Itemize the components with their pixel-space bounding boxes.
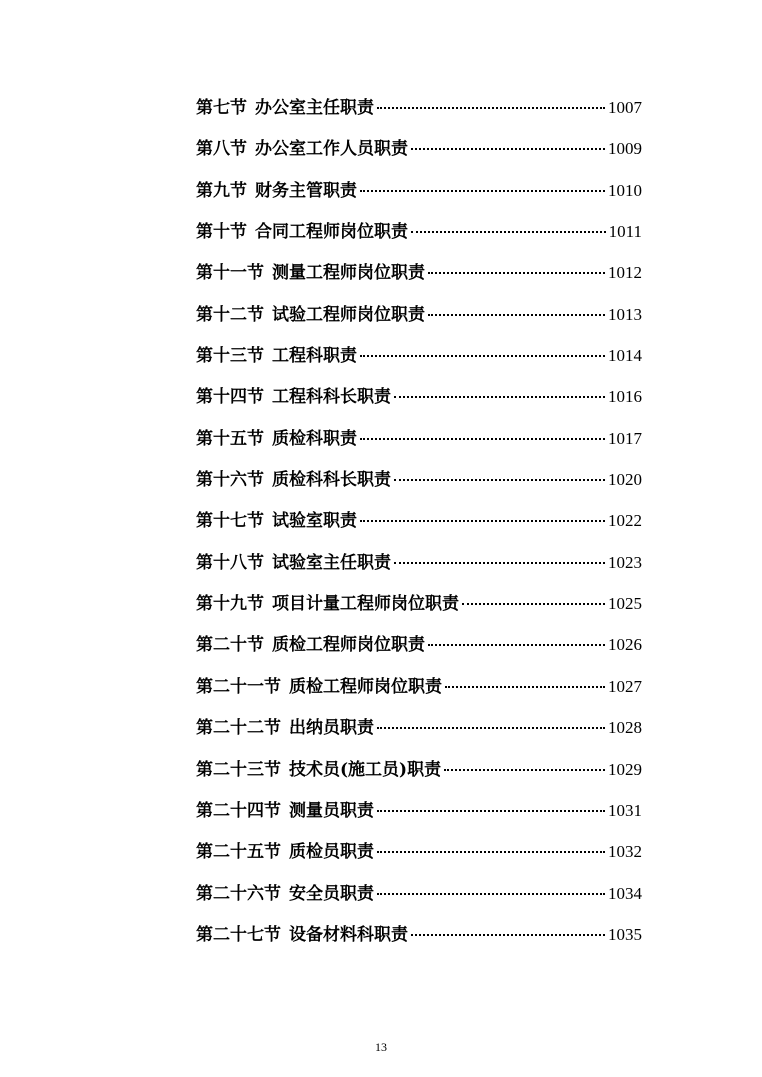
- toc-entry[interactable]: [196, 923, 642, 964]
- toc-page-number: 1022: [608, 511, 642, 531]
- toc-page-number: 1025: [608, 594, 642, 614]
- table-of-contents: [196, 96, 642, 964]
- toc-section-number: 第十三节: [196, 346, 264, 367]
- toc-section-number: 第二十六节: [196, 883, 281, 904]
- toc-entry[interactable]: [196, 179, 642, 220]
- toc-section-number: 第二十节: [196, 635, 264, 656]
- toc-entry[interactable]: [196, 220, 642, 261]
- dot-leader: [428, 314, 605, 316]
- toc-page-number: 1014: [608, 346, 642, 366]
- toc-section-number: 第二十四节: [196, 800, 281, 821]
- dot-leader: [462, 603, 605, 605]
- toc-section-title: 办公室工作人员职责: [255, 139, 408, 160]
- toc-page-number: 1016: [608, 387, 642, 407]
- toc-page-number: 1031: [608, 800, 642, 820]
- dot-leader: [377, 810, 605, 812]
- toc-section-title: 办公室主任职责: [255, 98, 374, 118]
- toc-page-number: 1012: [608, 263, 642, 283]
- toc-section-title: 试验工程师岗位职责: [272, 304, 425, 325]
- dot-leader: [394, 396, 605, 398]
- toc-section-title: 设备材料科职责: [289, 924, 408, 945]
- toc-entry[interactable]: [196, 509, 642, 550]
- dot-leader: [411, 148, 605, 150]
- toc-entry[interactable]: [196, 427, 642, 468]
- toc-page-number: 1027: [608, 676, 642, 696]
- page-number: 13: [375, 1040, 387, 1054]
- dot-leader: [360, 355, 605, 357]
- toc-page-number: 1035: [608, 924, 642, 944]
- toc-page-number: 1007: [608, 98, 642, 117]
- toc-section-title: 测量员职责: [289, 800, 374, 821]
- toc-page-number: 1017: [608, 428, 642, 448]
- toc-entry[interactable]: [196, 385, 642, 426]
- dot-leader: [377, 107, 605, 109]
- toc-page-number: 1034: [608, 883, 642, 903]
- toc-section-number: 第八节: [196, 139, 247, 160]
- toc-section-title: 试验室职责: [272, 511, 357, 532]
- toc-section-title: 质检工程师岗位职责: [289, 676, 442, 697]
- toc-entry[interactable]: [196, 592, 642, 633]
- toc-entry[interactable]: [196, 758, 642, 799]
- toc-section-title: 试验室主任职责: [272, 552, 391, 573]
- toc-section-number: 第九节: [196, 180, 247, 201]
- toc-section-number: 第十六节: [196, 470, 264, 491]
- dot-leader: [360, 520, 605, 522]
- dot-leader: [377, 727, 605, 729]
- toc-entry[interactable]: [196, 675, 642, 716]
- toc-entry[interactable]: [196, 716, 642, 757]
- toc-page-number: 1011: [608, 222, 642, 242]
- toc-section-title: 项目计量工程师岗位职责: [272, 594, 459, 615]
- toc-section-title: 出纳员职责: [289, 718, 374, 739]
- toc-page-number: 1023: [608, 552, 642, 572]
- toc-section-title: 工程科科长职责: [272, 387, 391, 408]
- toc-section-title: 合同工程师岗位职责: [255, 222, 408, 243]
- toc-section-number: 第十一节: [196, 263, 264, 284]
- toc-section-number: 第二十一节: [196, 676, 281, 697]
- toc-section-title: 质检员职责: [289, 842, 374, 863]
- toc-entry[interactable]: [196, 633, 642, 674]
- toc-section-number: 第十八节: [196, 552, 264, 573]
- toc-page-number: 1028: [608, 718, 642, 738]
- toc-section-title: 安全员职责: [289, 883, 374, 904]
- toc-section-number: 第十四节: [196, 387, 264, 408]
- dot-leader: [360, 438, 605, 440]
- toc-section-number: 第二十二节: [196, 718, 281, 739]
- toc-entry[interactable]: [196, 137, 642, 178]
- dot-leader: [411, 231, 606, 233]
- toc-section-title: 测量工程师岗位职责: [272, 263, 425, 284]
- toc-entry[interactable]: [196, 344, 642, 385]
- toc-page-number: 1020: [608, 470, 642, 490]
- dot-leader: [428, 644, 605, 646]
- toc-page-number: 1029: [608, 759, 642, 779]
- dot-leader: [377, 851, 605, 853]
- dot-leader: [444, 769, 605, 771]
- dot-leader: [394, 479, 605, 481]
- toc-section-number: 第七节: [196, 98, 247, 118]
- toc-section-title: 质检工程师岗位职责: [272, 635, 425, 656]
- toc-page-number: 1013: [608, 304, 642, 324]
- toc-entry[interactable]: [196, 468, 642, 509]
- toc-section-number: 第十五节: [196, 428, 264, 449]
- toc-entry[interactable]: [196, 799, 642, 840]
- toc-section-number: 第十七节: [196, 511, 264, 532]
- dot-leader: [428, 272, 605, 274]
- toc-page-number: 1032: [608, 842, 642, 862]
- toc-section-title: 技术员(施工员)职责: [289, 759, 442, 780]
- dot-leader: [394, 562, 605, 564]
- toc-entry[interactable]: [196, 882, 642, 923]
- toc-section-number: 第十二节: [196, 304, 264, 325]
- toc-entry[interactable]: [196, 840, 642, 881]
- toc-entry[interactable]: [196, 96, 642, 137]
- toc-entry[interactable]: [196, 303, 642, 344]
- toc-entry[interactable]: [196, 551, 642, 592]
- dot-leader: [411, 934, 605, 936]
- toc-section-number: 第十九节: [196, 594, 264, 615]
- toc-section-title: 质检科职责: [272, 428, 357, 449]
- toc-section-title: 工程科职责: [272, 346, 357, 367]
- toc-page-number: 1026: [608, 635, 642, 655]
- toc-section-number: 第二十三节: [196, 759, 281, 780]
- dot-leader: [360, 190, 605, 192]
- toc-entry[interactable]: [196, 261, 642, 302]
- dot-leader: [377, 893, 605, 895]
- toc-page-number: 1010: [608, 180, 642, 200]
- dot-leader: [445, 686, 605, 688]
- toc-section-number: 第二十五节: [196, 842, 281, 863]
- toc-page-number: 1009: [608, 139, 642, 159]
- toc-section-title: 质检科科长职责: [272, 470, 391, 491]
- toc-section-title: 财务主管职责: [255, 180, 357, 201]
- toc-section-number: 第二十七节: [196, 924, 281, 945]
- toc-section-number: 第十节: [196, 222, 247, 243]
